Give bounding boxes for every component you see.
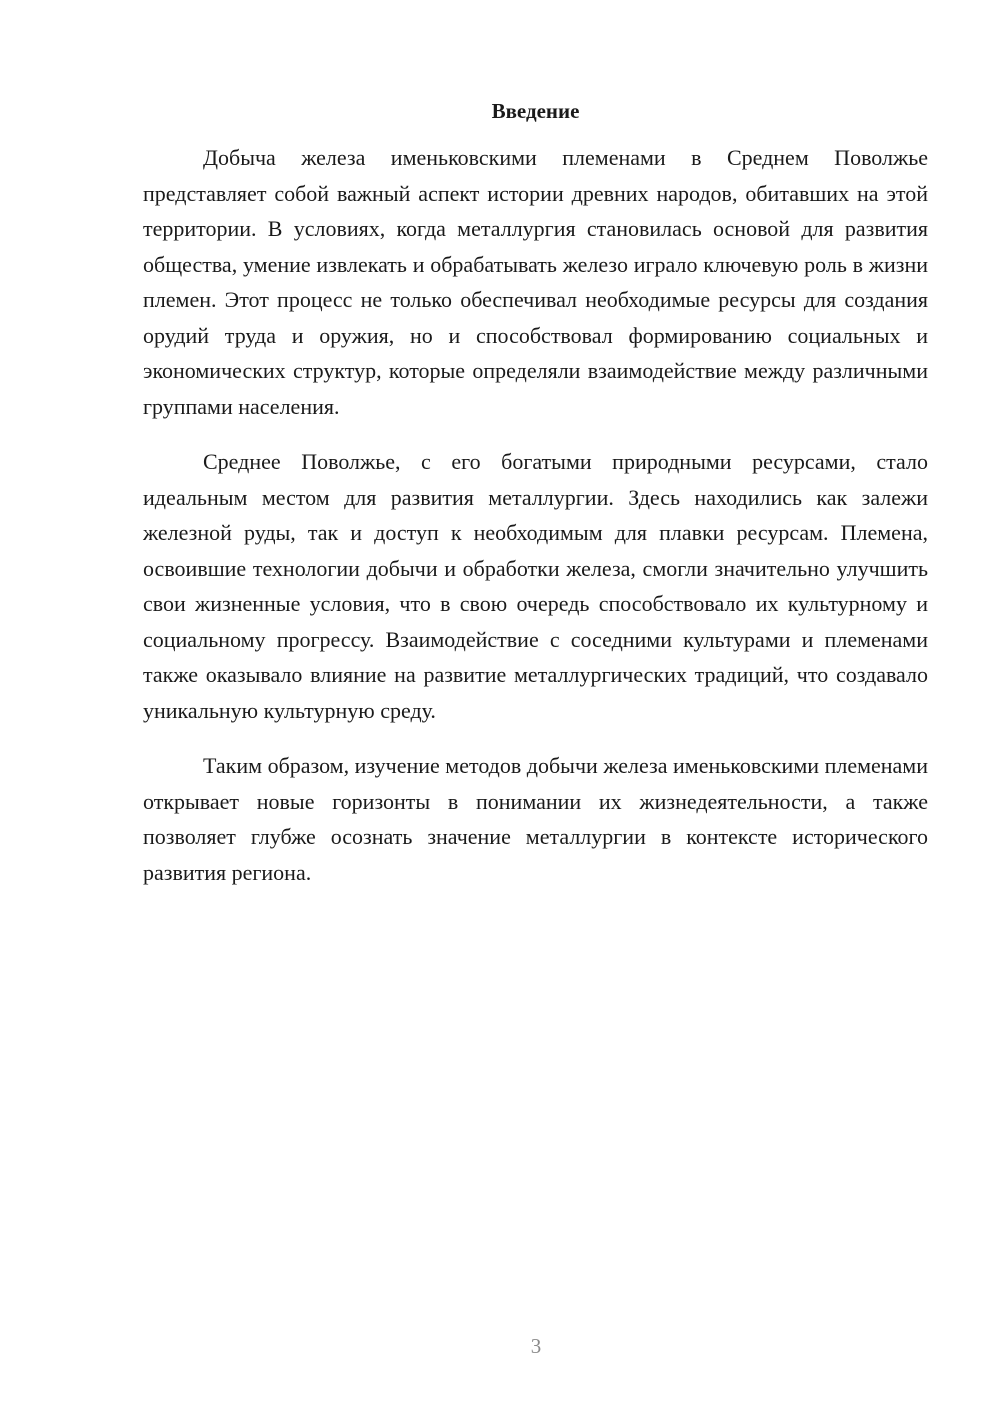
paragraph-1: Добыча железа именьковскими племенами в Среднем Поволжье представляет собой важный аспект истории древних народов, обитавших на этой территории. В условиях, когда металлургия становилась основой для развития общества, умение извлекать и обрабатывать железо играло ключевую роль в жизни племен. Этот процесс не только обеспечивал необходимые ресурсы для создания орудий труда и оружия, но и способствовал формированию социальных и экономических структур, которые определяли взаимодействие между различными группами населения. [143,145,928,419]
page-content [143,96,928,910]
page-title: Введение [491,99,580,123]
paragraph-3: Таким образом, изучение методов добычи железа именьковскими племенами открывает новые горизонты в понимании их жизнедеятельности, а также позволяет глубже осознать значение металлургии в контексте исторического развития региона. [143,753,928,885]
paragraph-2: Среднее Поволжье, с его богатыми природными ресурсами, стало идеальным местом для развития металлургии. Здесь находились как залежи железной руды, так и доступ к необходимым для плавки ресурсам. Племена, освоившие технологии добычи и обработки железа, смогли значительно улучшить свои жизненные условия, что в свою очередь способствовало их культурному и социальному прогрессу. Взаимодействие с соседними культурами и племенами также оказывало влияние на развитие металлургических традиций, что создавало уникальную культурную среду. [143,449,928,723]
page-number: 3 [530,1334,542,1358]
